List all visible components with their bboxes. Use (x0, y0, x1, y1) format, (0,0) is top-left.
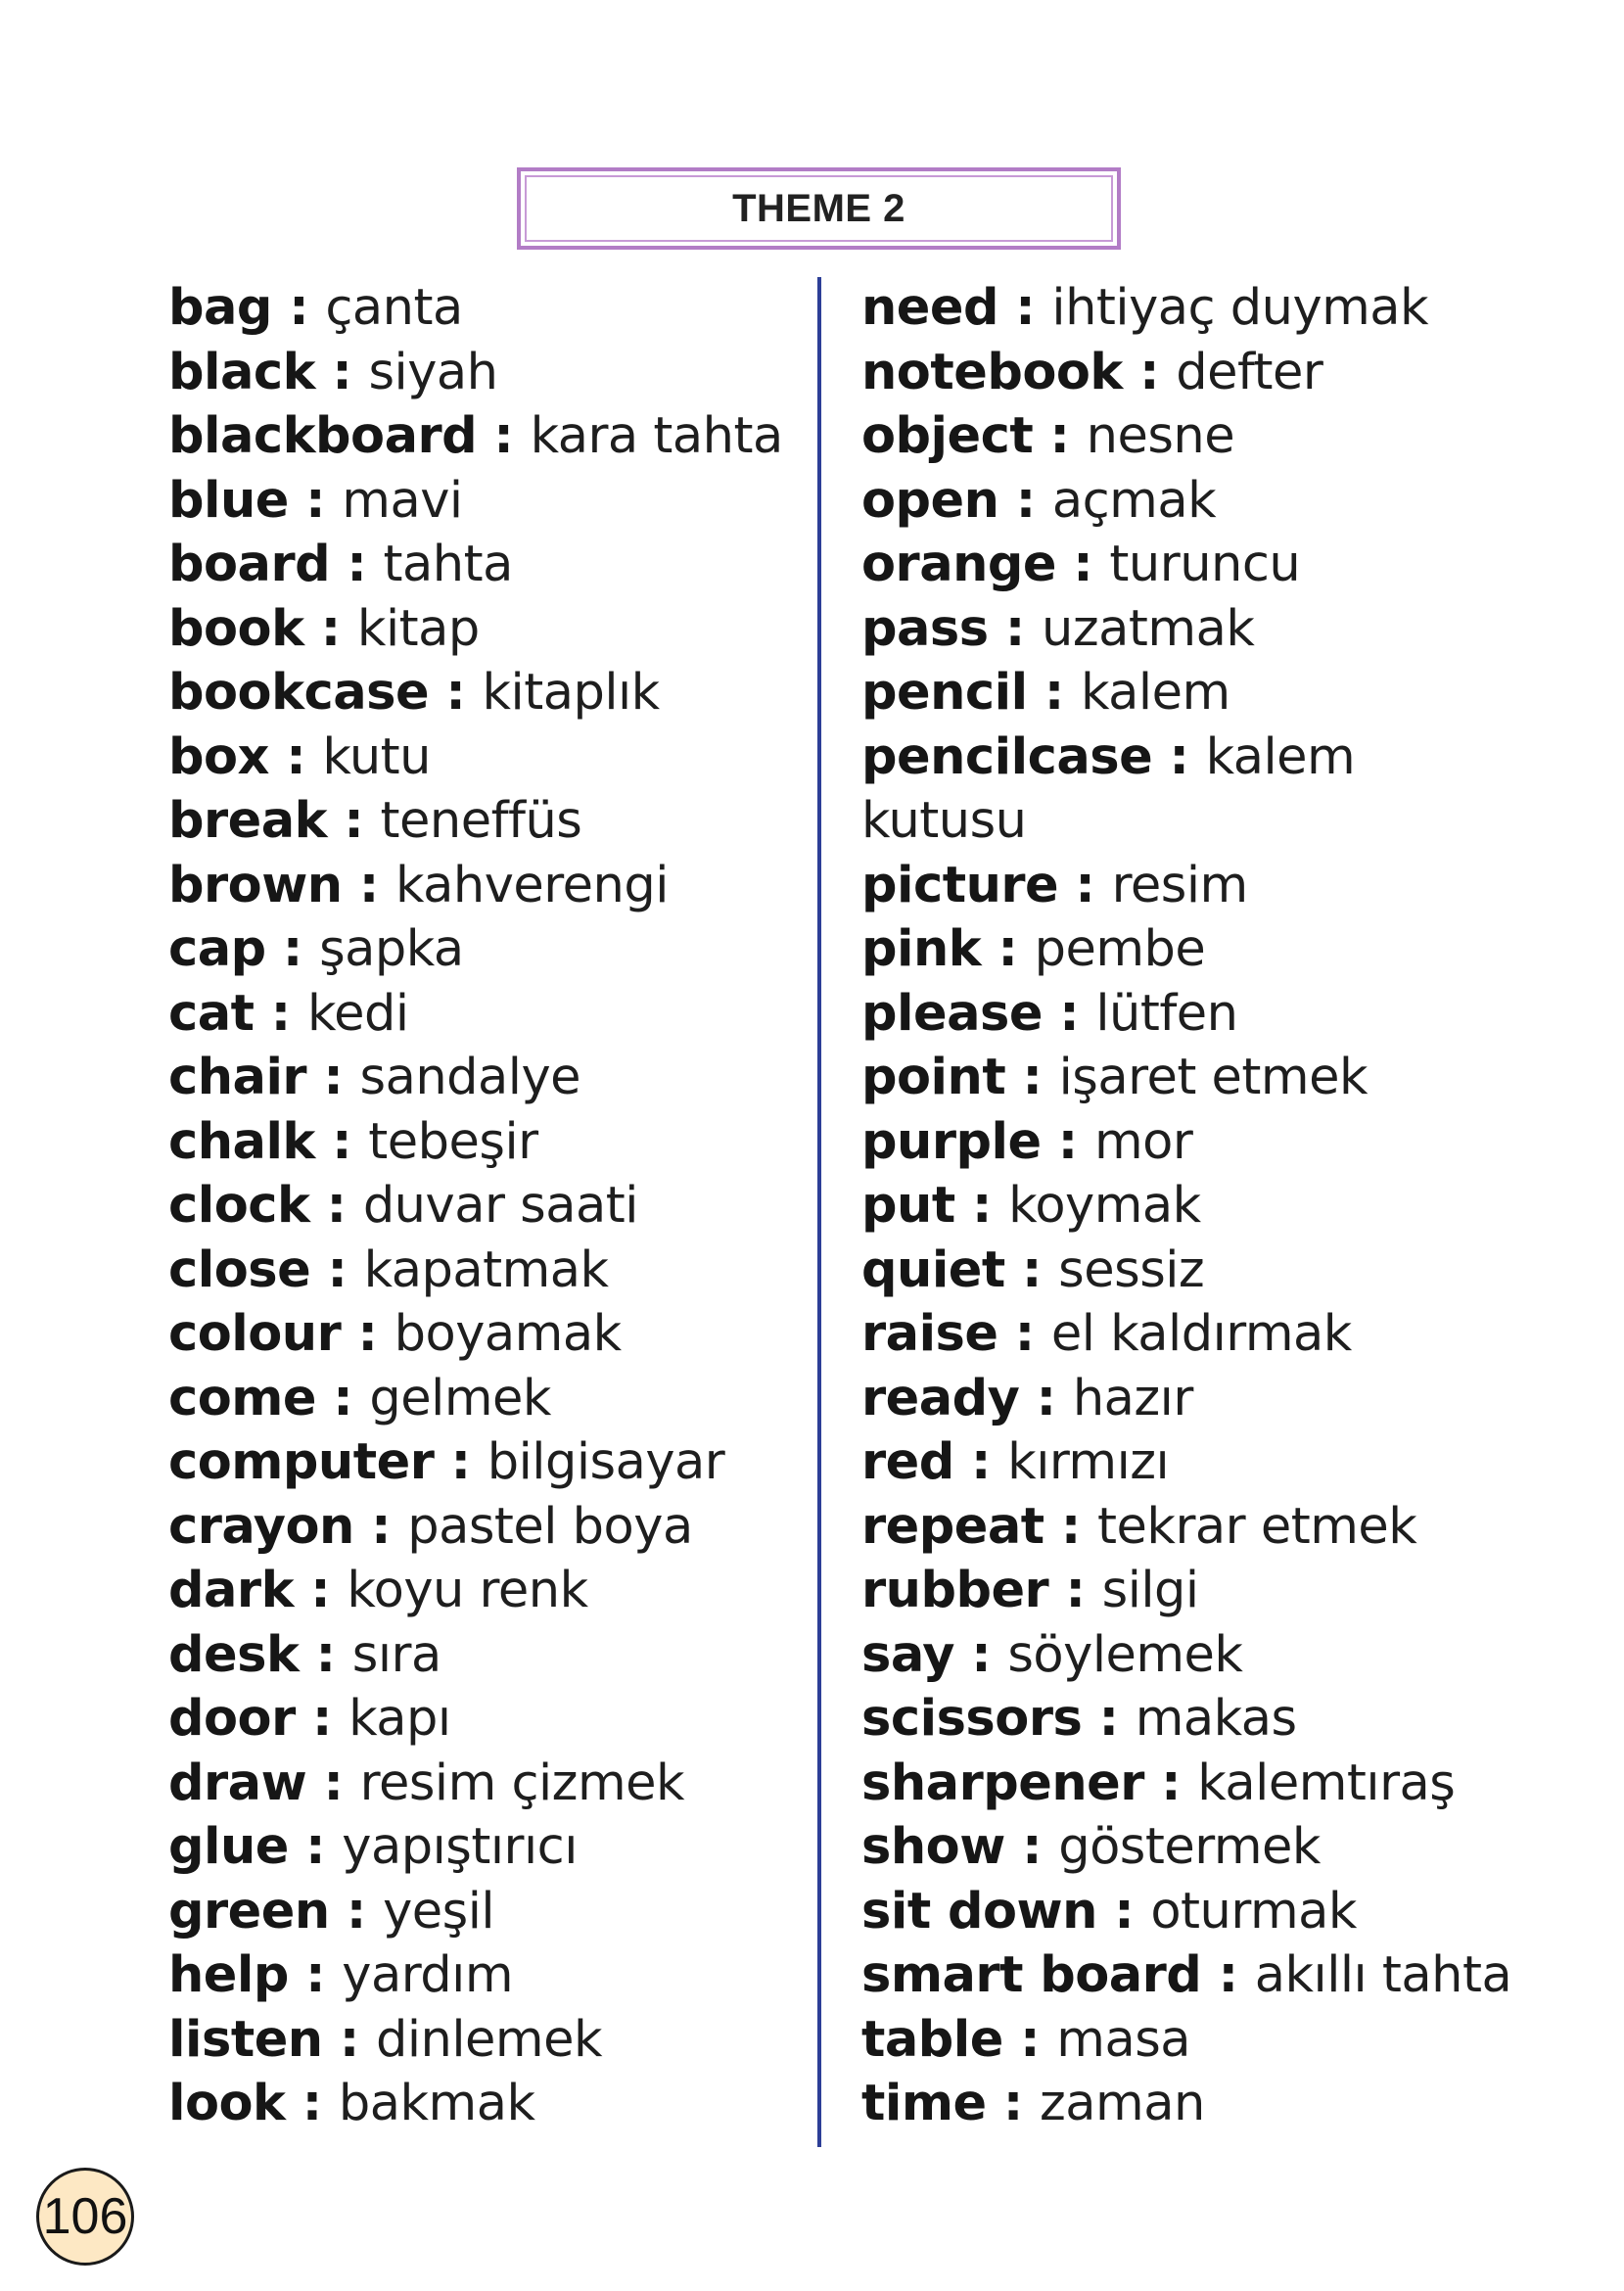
turkish-meaning: makas (1135, 1690, 1297, 1748)
turkish-meaning: defter (1176, 343, 1323, 401)
english-term: book (168, 599, 304, 658)
term-separator: : (953, 1625, 1008, 1684)
english-term: listen (168, 2010, 323, 2069)
term-separator: : (1122, 343, 1177, 401)
term-separator: : (1048, 1562, 1102, 1619)
turkish-meaning: kitaplık (482, 664, 660, 722)
vocabulary-entry (861, 661, 1566, 725)
english-term: cat (168, 984, 255, 1043)
turkish-meaning: kitap (356, 599, 480, 658)
turkish-meaning: gelmek (369, 1369, 551, 1427)
vocabulary-left-column (168, 276, 810, 2136)
term-separator: : (998, 471, 1052, 530)
vocabulary-entry (861, 1046, 1566, 1110)
english-term: notebook (861, 343, 1123, 401)
vocabulary-entry (861, 276, 1566, 341)
turkish-meaning: kalem (1081, 664, 1230, 722)
vocabulary-entry (168, 725, 810, 790)
vocabulary-entry (168, 1815, 810, 1880)
term-separator: : (988, 599, 1043, 658)
term-separator: : (1019, 1369, 1073, 1427)
english-term: pencil (861, 664, 1028, 722)
turkish-meaning: silgi (1101, 1562, 1199, 1619)
page-number-badge: 106 (36, 2168, 134, 2266)
vocabulary-entry (168, 1687, 810, 1752)
english-term: open (861, 471, 999, 530)
english-term: board (168, 536, 331, 593)
term-separator: : (1082, 1690, 1136, 1748)
english-term: break (168, 792, 328, 850)
term-separator: : (1152, 727, 1206, 786)
term-separator: : (327, 792, 381, 850)
english-term: dark (168, 1562, 294, 1619)
turkish-meaning: açmak (1051, 471, 1217, 530)
vocabulary-entry (168, 661, 810, 725)
vocabulary-entry (861, 1752, 1566, 1816)
term-separator: : (330, 536, 384, 593)
term-separator: : (1042, 984, 1096, 1043)
turkish-meaning: pembe (1034, 920, 1206, 978)
turkish-meaning: tahta (383, 536, 513, 593)
vocabulary-entry (861, 1430, 1566, 1495)
vocabulary-entry (861, 854, 1566, 918)
english-term: put (861, 1177, 955, 1235)
vocabulary-entry (861, 341, 1566, 405)
turkish-meaning: duvar saati (362, 1177, 638, 1235)
turkish-meaning: koyu renk (347, 1562, 588, 1619)
english-term: blue (168, 471, 289, 530)
english-term: object (861, 407, 1034, 465)
term-separator: : (1002, 2010, 1057, 2069)
term-separator: : (477, 407, 531, 465)
vocabulary-entry (168, 982, 810, 1047)
english-term: brown (168, 856, 343, 914)
term-separator: : (1201, 1946, 1255, 2004)
vocabulary-entry (168, 341, 810, 405)
vocabulary-entry (861, 1943, 1566, 2008)
vocabulary-right-column (861, 276, 1566, 2136)
term-separator: : (429, 664, 483, 722)
term-separator: : (254, 984, 307, 1043)
english-term: clock (168, 1177, 310, 1235)
term-separator: : (314, 1112, 369, 1171)
turkish-meaning: turuncu (1109, 536, 1301, 593)
term-separator: : (271, 279, 326, 337)
term-separator: : (986, 2075, 1040, 2132)
vocabulary-entry (168, 1559, 810, 1623)
term-separator: : (315, 343, 369, 401)
vocabulary-entry (168, 1302, 810, 1367)
english-term: cap (168, 920, 266, 978)
english-term: come (168, 1369, 316, 1427)
english-term: raise (861, 1305, 998, 1363)
turkish-meaning: oturmak (1150, 1882, 1357, 1940)
vocabulary-entry (861, 1623, 1566, 1688)
vocabulary-entry (168, 2008, 810, 2073)
term-separator: : (1005, 1049, 1059, 1106)
term-separator: : (1004, 1818, 1059, 1876)
turkish-meaning: tekrar etmek (1097, 1497, 1417, 1556)
turkish-meaning: masa (1056, 2010, 1191, 2069)
turkish-meaning: tebeşir (368, 1112, 538, 1171)
vocabulary-entry (861, 1239, 1566, 1303)
english-term: green (168, 1882, 330, 1940)
english-term: need (861, 279, 998, 337)
english-term: sit down (861, 1882, 1097, 1940)
term-separator: : (1033, 407, 1087, 465)
english-term: box (168, 727, 269, 786)
vocabulary-entry (168, 1174, 810, 1239)
vocabulary-entry (168, 1943, 810, 2008)
term-separator: : (1056, 536, 1110, 593)
vocabulary-entry (168, 1239, 810, 1303)
vocabulary-entry (168, 597, 810, 662)
vocabulary-entry (861, 404, 1566, 469)
turkish-meaning: kalemtıraş (1197, 1753, 1456, 1812)
term-separator: : (341, 1305, 394, 1363)
term-separator: : (1058, 856, 1112, 914)
vocabulary-entry (861, 1559, 1566, 1623)
vocabulary-entry (861, 1174, 1566, 1239)
turkish-meaning: pastel boya (407, 1497, 693, 1556)
vocabulary-entry (168, 1623, 810, 1688)
english-term: time (861, 2075, 987, 2132)
english-term: chalk (168, 1112, 315, 1171)
turkish-meaning: zaman (1040, 2075, 1205, 2132)
vocabulary-entry (861, 725, 1410, 854)
english-term: pass (861, 599, 989, 658)
english-term: bookcase (168, 664, 430, 722)
english-term: colour (168, 1305, 342, 1363)
turkish-meaning: kalem kutusu (861, 727, 1356, 850)
turkish-meaning: yapıştırıcı (342, 1818, 578, 1876)
english-term: computer (168, 1433, 435, 1491)
english-term: blackboard (168, 407, 478, 465)
english-term: door (168, 1690, 296, 1748)
term-separator: : (288, 1818, 343, 1876)
vocabulary-entry (168, 1880, 810, 1944)
term-separator: : (268, 727, 323, 786)
term-separator: : (342, 856, 396, 914)
turkish-meaning: kedi (306, 984, 409, 1043)
vocabulary-entry (168, 1495, 810, 1560)
turkish-meaning: resim çizmek (359, 1753, 685, 1812)
english-term: black (168, 343, 316, 401)
vocabulary-entry (861, 1880, 1566, 1944)
term-separator: : (1027, 664, 1082, 722)
term-separator: : (981, 920, 1035, 978)
english-term: close (168, 1240, 311, 1299)
vocabulary-entry (168, 533, 810, 597)
english-term: say (861, 1625, 954, 1684)
english-term: quiet (861, 1240, 1005, 1299)
english-term: please (861, 984, 1043, 1043)
turkish-meaning: sessiz (1058, 1240, 1205, 1299)
english-term: draw (168, 1753, 307, 1812)
turkish-meaning: işaret etmek (1058, 1049, 1369, 1106)
term-separator: : (303, 599, 357, 658)
turkish-meaning: mavi (342, 471, 463, 530)
turkish-meaning: sıra (351, 1625, 441, 1684)
term-separator: : (1096, 1882, 1151, 1940)
vocabulary-entry (168, 1110, 810, 1175)
vocabulary-entry (861, 1302, 1566, 1367)
turkish-meaning: lütfen (1095, 984, 1238, 1043)
turkish-meaning: çanta (325, 279, 463, 337)
vocabulary-entry (168, 1046, 810, 1110)
english-term: show (861, 1818, 1005, 1876)
turkish-meaning: bilgisayar (487, 1433, 725, 1491)
turkish-meaning: hazır (1072, 1369, 1193, 1427)
term-separator: : (434, 1433, 487, 1491)
turkish-meaning: teneffüs (380, 792, 582, 850)
vocabulary-entry (861, 597, 1566, 662)
english-term: table (861, 2010, 1003, 2069)
term-separator: : (316, 1369, 370, 1427)
english-term: red (861, 1433, 954, 1491)
vocabulary-entry (861, 2008, 1566, 2073)
vocabulary-entry (861, 1367, 1566, 1431)
turkish-meaning: boyamak (394, 1305, 622, 1363)
term-separator: : (285, 2075, 339, 2132)
english-term: sharpener (861, 1753, 1144, 1812)
column-divider (817, 277, 821, 2147)
turkish-meaning: sandalye (359, 1049, 580, 1106)
english-term: crayon (168, 1497, 354, 1556)
turkish-meaning: el kaldırmak (1050, 1305, 1352, 1363)
turkish-meaning: nesne (1086, 407, 1235, 465)
turkish-meaning: kutu (322, 727, 431, 786)
term-separator: : (288, 1946, 343, 2004)
turkish-meaning: mor (1093, 1112, 1193, 1171)
turkish-meaning: dinlemek (376, 2010, 603, 2069)
term-separator: : (998, 279, 1052, 337)
vocabulary-entry (168, 276, 810, 341)
turkish-meaning: kırmızı (1007, 1433, 1170, 1491)
turkish-meaning: kapı (348, 1690, 451, 1748)
vocabulary-entry (168, 1430, 810, 1495)
turkish-meaning: uzatmak (1042, 599, 1255, 658)
term-separator: : (309, 1177, 363, 1235)
theme-title: THEME 2 (525, 175, 1113, 242)
term-separator: : (998, 1305, 1051, 1363)
term-separator: : (294, 1562, 348, 1619)
turkish-meaning: ihtiyaç duymak (1051, 279, 1429, 337)
turkish-meaning: kahverengi (395, 856, 669, 914)
vocabulary-entry (861, 2072, 1566, 2136)
term-separator: : (353, 1497, 408, 1556)
theme-header-box (517, 167, 1121, 250)
english-term: bag (168, 279, 272, 337)
turkish-meaning: siyah (368, 343, 498, 401)
vocabulary-entry (861, 982, 1566, 1047)
term-separator: : (288, 471, 343, 530)
term-separator: : (295, 1690, 349, 1748)
term-separator: : (306, 1753, 360, 1812)
term-separator: : (329, 1882, 384, 1940)
turkish-meaning: koymak (1008, 1177, 1201, 1235)
vocabulary-entry (168, 1367, 810, 1431)
turkish-meaning: yardım (342, 1946, 514, 2004)
english-term: pink (861, 920, 982, 978)
term-separator: : (1004, 1240, 1059, 1299)
vocabulary-entry (861, 1687, 1566, 1752)
english-term: look (168, 2075, 286, 2132)
turkish-meaning: akıllı tahta (1254, 1946, 1512, 2004)
english-term: repeat (861, 1497, 1044, 1556)
english-term: purple (861, 1112, 1042, 1171)
term-separator: : (299, 1625, 352, 1684)
term-separator: : (954, 1177, 1009, 1235)
vocabulary-entry (168, 1752, 810, 1816)
english-term: ready (861, 1369, 1020, 1427)
vocabulary-entry (861, 469, 1566, 534)
english-term: rubber (861, 1562, 1049, 1619)
english-term: orange (861, 536, 1057, 593)
vocabulary-entry (168, 469, 810, 534)
term-separator: : (322, 2010, 377, 2069)
english-term: picture (861, 856, 1059, 914)
english-term: chair (168, 1049, 307, 1106)
english-term: point (861, 1049, 1006, 1106)
vocabulary-entry (861, 533, 1566, 597)
vocabulary-entry (861, 1110, 1566, 1175)
vocabulary-entry (861, 1495, 1566, 1560)
english-term: desk (168, 1625, 300, 1684)
term-separator: : (265, 920, 320, 978)
turkish-meaning: söylemek (1007, 1625, 1243, 1684)
vocabulary-entry (861, 1815, 1566, 1880)
turkish-meaning: resim (1111, 856, 1248, 914)
term-separator: : (310, 1240, 364, 1299)
term-separator: : (1044, 1497, 1098, 1556)
vocabulary-entry (168, 917, 810, 982)
vocabulary-entry (168, 789, 810, 854)
term-separator: : (1143, 1753, 1198, 1812)
turkish-meaning: şapka (319, 920, 464, 978)
english-term: help (168, 1946, 289, 2004)
english-term: pencilcase (861, 727, 1153, 786)
turkish-meaning: yeşil (383, 1882, 495, 1940)
english-term: smart board (861, 1946, 1202, 2004)
english-term: scissors (861, 1690, 1083, 1748)
turkish-meaning: kara tahta (530, 407, 783, 465)
vocabulary-entry (168, 854, 810, 918)
term-separator: : (953, 1433, 1008, 1491)
vocabulary-entry (168, 2072, 810, 2136)
turkish-meaning: kapatmak (363, 1240, 609, 1299)
turkish-meaning: bakmak (338, 2075, 535, 2132)
term-separator: : (306, 1049, 360, 1106)
term-separator: : (1041, 1112, 1094, 1171)
english-term: glue (168, 1818, 289, 1876)
vocabulary-entry (861, 917, 1566, 982)
turkish-meaning: göstermek (1058, 1818, 1321, 1876)
vocabulary-entry (168, 404, 810, 469)
